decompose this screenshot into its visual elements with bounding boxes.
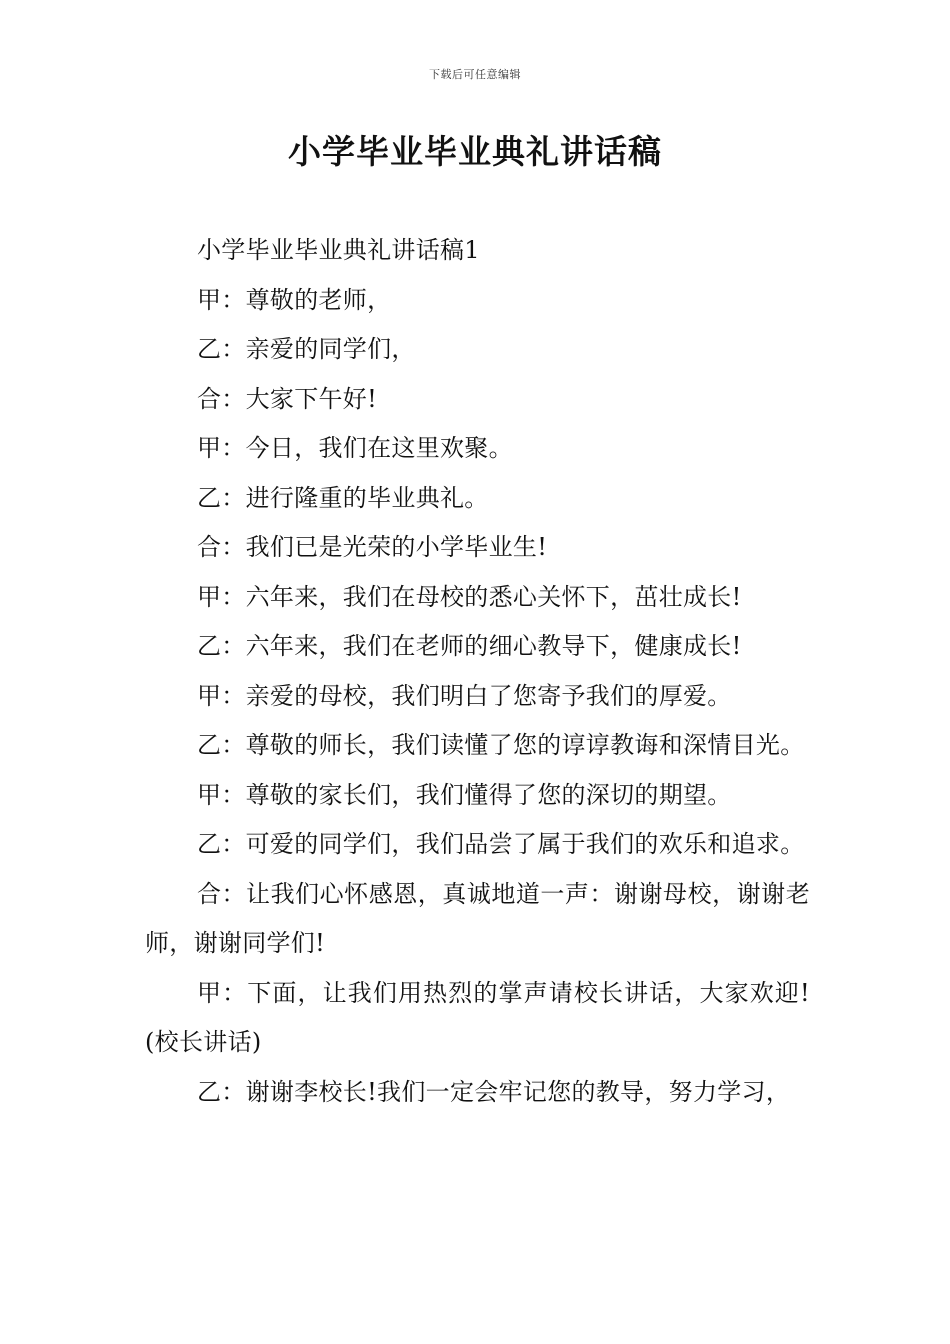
- paragraph: 乙：亲爱的同学们，: [197, 335, 416, 363]
- paragraph: 甲：六年来，我们在母校的悉心关怀下，茁壮成长!: [197, 582, 742, 611]
- header-note: 下载后可任意编辑: [429, 68, 521, 81]
- paragraph: 合：让我们心怀感恩，真诚地道一声：谢谢母校，谢谢老师，谢谢同学们!: [145, 879, 810, 957]
- paragraph: 甲：今日，我们在这里欢聚。: [197, 434, 513, 462]
- document-body: [145, 226, 810, 1117]
- paragraph: 甲：尊敬的家长们，我们懂得了您的深切的期望。: [197, 780, 732, 809]
- paragraph: 甲：亲爱的母校，我们明白了您寄予我们的厚爱。: [197, 681, 732, 710]
- paragraph: 合：大家下午好!: [197, 384, 378, 413]
- paragraph: 乙：进行隆重的毕业典礼。: [197, 483, 489, 512]
- paragraph: 甲：下面，让我们用热烈的掌声请校长讲话，大家欢迎!(校长讲话): [145, 978, 810, 1056]
- paragraph: 乙：尊敬的师长，我们读懂了您的谆谆教诲和深情目光。: [197, 731, 805, 759]
- document-title: 小学毕业毕业典礼讲话稿: [288, 132, 662, 171]
- paragraph: 合：我们已是光荣的小学毕业生!: [197, 533, 548, 561]
- paragraph: 乙：谢谢李校长!我们一定会牢记您的教导，努力学习，: [197, 1077, 791, 1106]
- paragraph: 乙：六年来，我们在老师的细心教导下，健康成长!: [197, 632, 742, 660]
- paragraph: 乙：可爱的同学们，我们品尝了属于我们的欢乐和追求。: [197, 830, 805, 858]
- paragraph: 甲：尊敬的老师，: [197, 285, 392, 314]
- paragraph-subtitle: 小学毕业毕业典礼讲话稿1: [197, 236, 480, 264]
